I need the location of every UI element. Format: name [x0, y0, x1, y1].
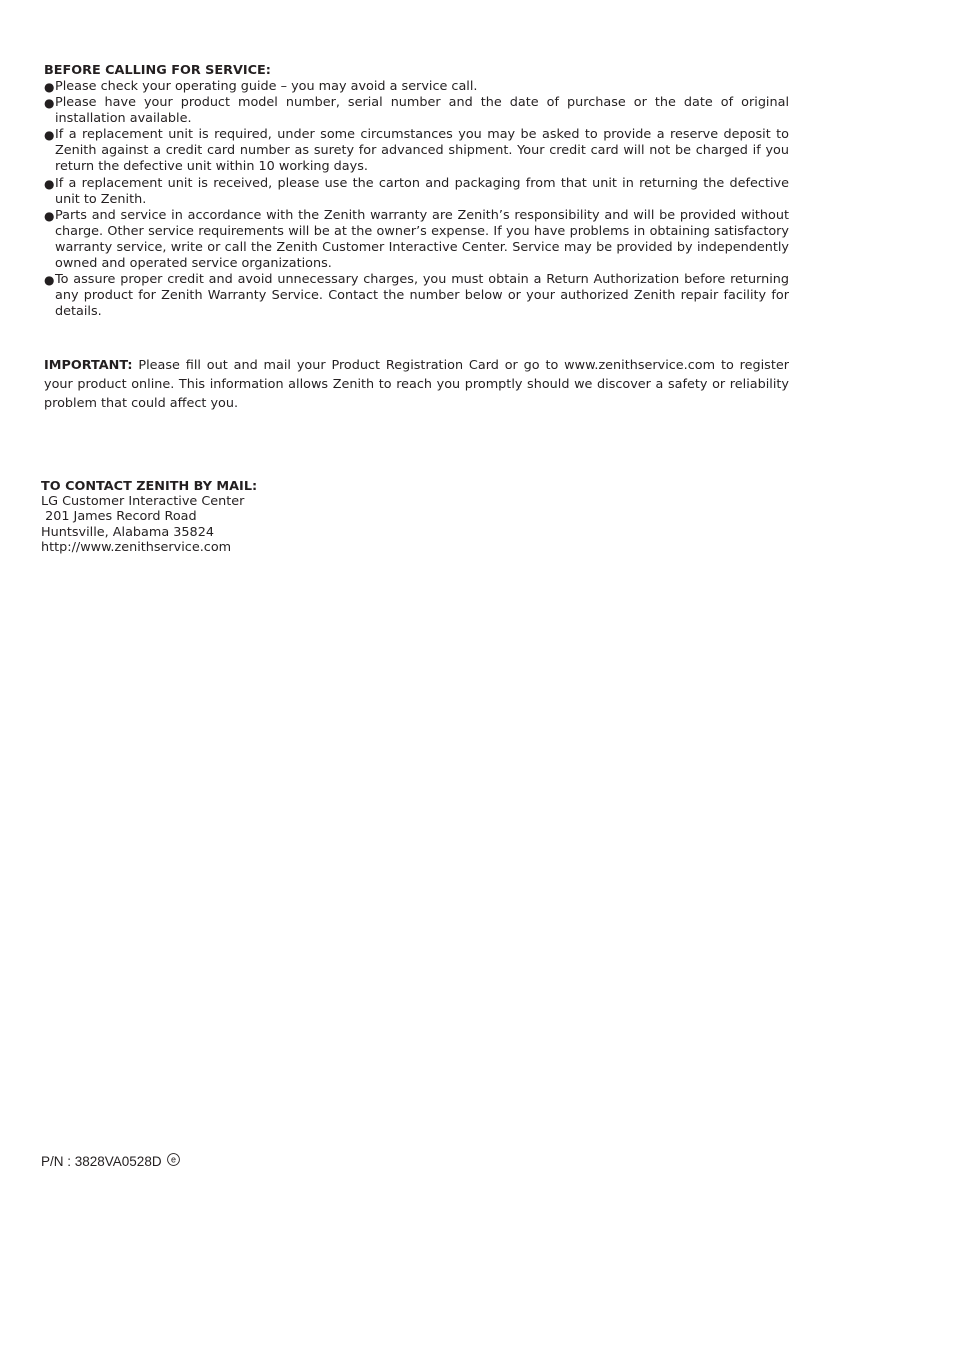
contact-street: 201 James Record Road: [41, 509, 197, 525]
important-label: IMPORTANT:: [44, 358, 133, 373]
circled-e-icon: [167, 1153, 180, 1166]
bullet-icon: ●: [44, 128, 55, 143]
part-number-text: P/N : 3828VA0528D: [41, 1154, 162, 1169]
circled-e-letter: e: [170, 1153, 176, 1164]
contact-mail-heading: TO CONTACT ZENITH BY MAIL:: [41, 479, 258, 494]
bullet-icon: ●: [44, 273, 55, 288]
bullet-icon: ●: [44, 176, 55, 191]
part-number: [41, 1153, 180, 1171]
bullet-icon: ●: [44, 96, 55, 111]
before-service-list: [44, 79, 789, 320]
list-item: ● To assure proper credit and avoid unnecessary charges, you must obtain a Return Authorization before returning any product for Zenith Warranty Service. Contact the number below or your authorized Zenith repair facility for details.: [44, 272, 789, 320]
list-item: ● If a replacement unit is received, please use the carton and packaging from that unit in returning the defective unit to Zenith.: [44, 175, 789, 207]
bullet-icon: ●: [44, 208, 55, 223]
list-item: ● Please check your operating guide – you may avoid a service call.: [44, 79, 478, 94]
before-service-section: [44, 63, 789, 320]
list-item: ● If a replacement unit is required, under some circumstances you may be asked to provide a reserve deposit to Zenith against a credit card number as surety for advanced shipment. Your credit card will not be charged if you return the defective unit within 10 working days.: [44, 127, 789, 175]
contact-city: Huntsville, Alabama 35824: [41, 524, 214, 540]
list-item: ● Please have your product model number, serial number and the date of purchase or the date of original installation available.: [44, 95, 789, 127]
before-service-heading: BEFORE CALLING FOR SERVICE:: [44, 63, 271, 78]
important-text: Please fill out and mail your Product Registration Card or go to www.zenithservice.com to register your product online. This information allows Zenith to reach you promptly should we discover a safety or reliability problem that could affect you.: [44, 358, 789, 412]
contact-website: http://www.zenithservice.com: [41, 539, 232, 555]
contact-mail-section: [41, 479, 441, 555]
bullet-icon: ●: [44, 80, 55, 94]
list-item: ● Parts and service in accordance with the Zenith warranty are Zenith’s responsibility and will be provided without charge. Other service requirements will be at the owner’s expense. If you have problems in obtaining satisfactory warranty service, write or call the Zenith Customer Interactive Center. Service may be provided by independently owned and operated service organizations.: [44, 207, 789, 272]
important-notice: [44, 356, 789, 414]
contact-company: LG Customer Interactive Center: [41, 494, 245, 509]
